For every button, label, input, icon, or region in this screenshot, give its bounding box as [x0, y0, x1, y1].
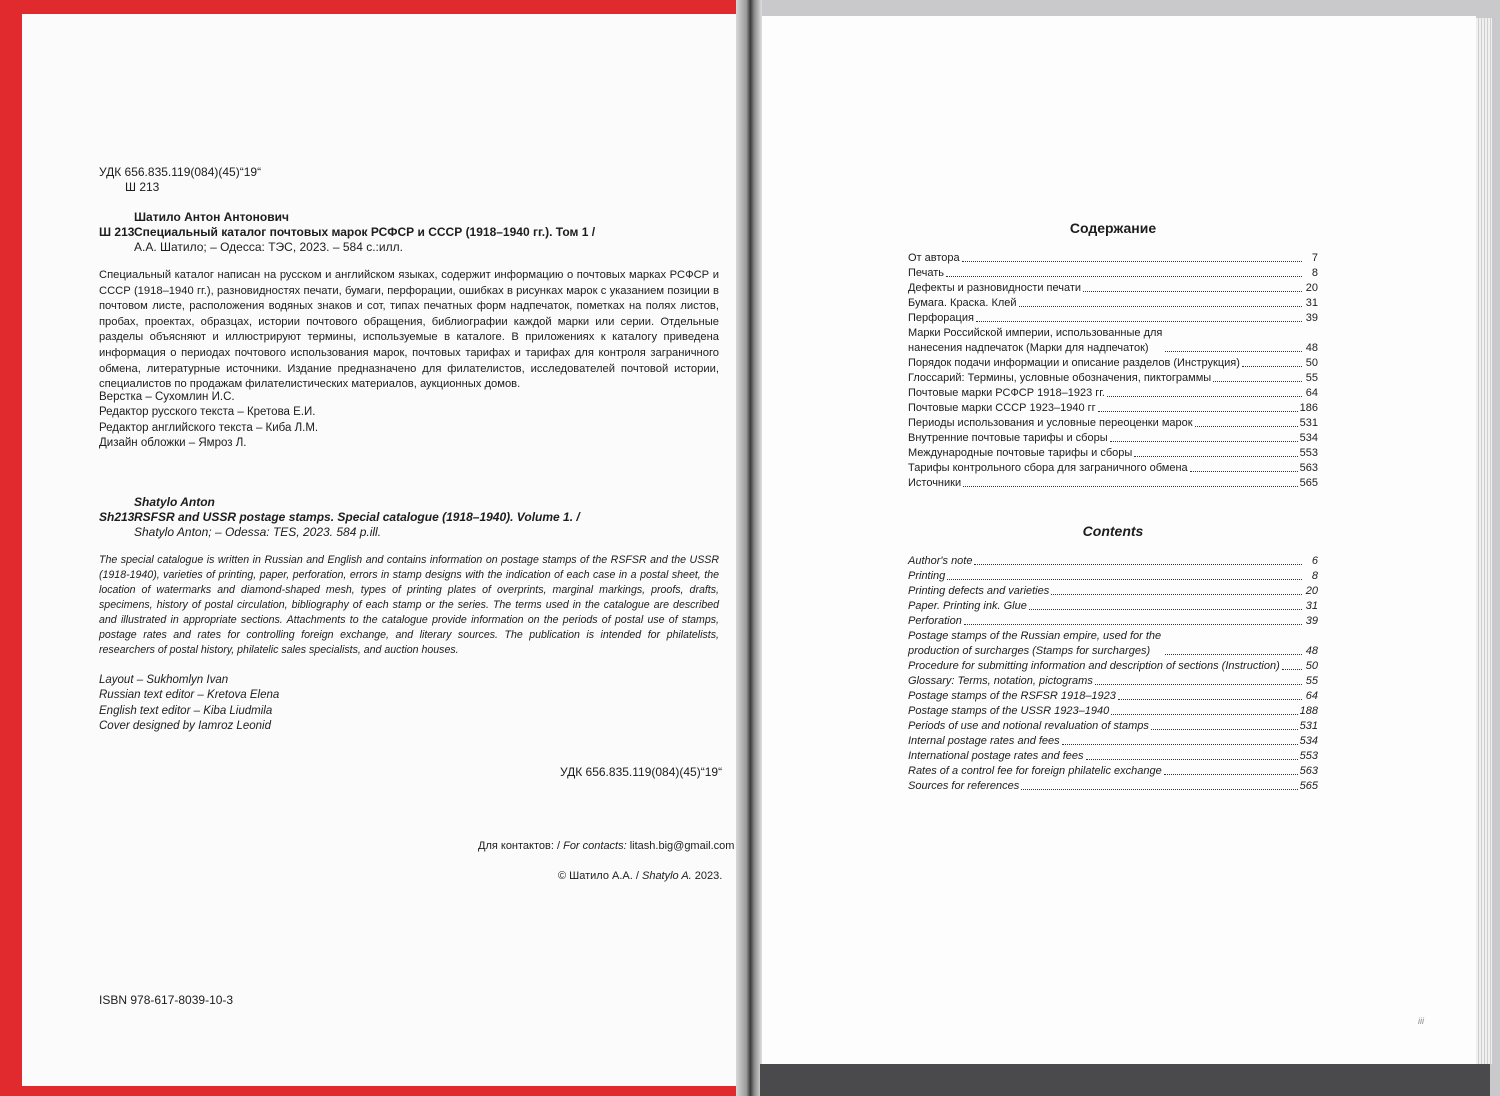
- toc-entry-page: 8: [1311, 570, 1318, 582]
- background-strip: [760, 1064, 1490, 1096]
- author-code-en: Sh213: [99, 510, 135, 524]
- toc-ru-title: Содержание: [1069, 220, 1157, 236]
- author-code-top: Ш 213: [125, 180, 160, 194]
- title-en: RSFSR and USSR postage stamps. Special catalogue (1918–1940). Volume 1. /: [134, 510, 580, 524]
- isbn: ISBN 978-617-8039-10-3: [99, 993, 234, 1007]
- toc-entry[interactable]: [908, 266, 1318, 281]
- toc-entry-page: 20: [1305, 585, 1318, 597]
- toc-leader-dots: [1195, 426, 1298, 427]
- toc-entry-page: 531: [1299, 417, 1318, 429]
- toc-entry[interactable]: [908, 446, 1318, 461]
- credit-line: Cover designed by Iamroz Leonid: [99, 720, 271, 733]
- toc-entry[interactable]: [908, 629, 1318, 659]
- toc-ru: [908, 251, 1318, 491]
- credit-line: English text editor – Kiba Liudmila: [99, 704, 273, 717]
- contacts-label-ru: Для контактов: /: [478, 840, 561, 852]
- toc-entry-title: Postage stamps of the RSFSR 1918–1923: [908, 690, 1116, 702]
- toc-entry-title: Тарифы контрольного сбора для заграничного обмена: [908, 462, 1188, 474]
- toc-leader-dots: [1213, 381, 1302, 382]
- toc-entry-page: 64: [1305, 387, 1318, 399]
- toc-entry-page: 531: [1299, 720, 1318, 732]
- toc-entry-title: Порядок подачи информации и описание разделов (Инструкция): [908, 357, 1240, 369]
- toc-entry-title: Postage stamps of the Russian empire, used for the production of surcharges (Stamps for surcharges): [908, 630, 1162, 657]
- toc-entry-title: Источники: [908, 477, 962, 489]
- title-ru: Специальный каталог почтовых марок РСФСР и СССР (1918–1940 гг.). Том 1 /: [134, 225, 596, 239]
- author-ru: Шатило Антон Антонович: [134, 210, 289, 224]
- toc-entry-title: Glossary: Terms, notation, pictograms: [908, 675, 1093, 687]
- toc-entry[interactable]: [908, 296, 1318, 311]
- toc-entry-title: Перфорация: [908, 312, 974, 324]
- toc-entry-title: Internal postage rates and fees: [908, 735, 1060, 747]
- toc-entry-title: Международные почтовые тарифы и сборы: [908, 447, 1133, 459]
- copyright-en: Shatylo A.: [641, 870, 692, 882]
- toc-entry-page: 48: [1305, 645, 1318, 657]
- toc-entry-page: 39: [1305, 312, 1318, 324]
- toc-entry[interactable]: [908, 371, 1318, 386]
- contacts-line: [478, 840, 734, 852]
- credits-ru: [99, 390, 318, 452]
- abstract-ru: Специальный каталог написан на русском и английском языках, содержит информацию о почтовых марках РСФСР и СССР (1918–1940 гг.), разновидностях печати, бумаги, перфорации, ошибках в рисунках марок с указанием позиции в почтовом листе, расположения водяных знаков и сот, типах печатных форм надпечаток, пометках на полях листов, пробах, проектах, образцах, истории почтового обращения, библиографии каждой марки или серии. Отдельные разделы объясняют и иллюстрируют термины, используемые в каталоге. В приложениях к каталогу приведена информация о периодах почтового использования марок, почтовых тарифах и тарифах для контроля заграничного обмена, литературные источники. Издание предназначено для филателистов, исследователей почтовой истории, специалистов по продажам филателистических материалов, аукционных домов.: [99, 269, 719, 391]
- toc-entry-page: 50: [1305, 357, 1318, 369]
- toc-leader-dots: [1165, 654, 1302, 655]
- toc-entry[interactable]: [908, 311, 1318, 326]
- right-page: [760, 16, 1476, 1064]
- toc-entry-page: 55: [1305, 675, 1318, 687]
- udk-code-bottom: УДК 656.835.119(084)(45)“19“: [560, 765, 723, 779]
- toc-entry-title: Author's note: [908, 555, 973, 567]
- credit-line: Редактор английского текста – Киба Л.М.: [99, 421, 319, 434]
- toc-entry-page: 534: [1299, 432, 1318, 444]
- toc-entry[interactable]: [908, 599, 1318, 614]
- toc-entry-page: 565: [1299, 477, 1318, 489]
- copyright-year: 2023.: [694, 870, 723, 882]
- page-folio: iii: [1418, 1016, 1424, 1026]
- toc-entry[interactable]: [908, 401, 1318, 416]
- toc-entry[interactable]: [908, 281, 1318, 296]
- toc-entry[interactable]: [908, 764, 1318, 779]
- toc-entry-title: Paper. Printing ink. Glue: [908, 600, 1027, 612]
- author-code-ru: Ш 213: [99, 225, 135, 239]
- toc-leader-dots: [1118, 699, 1302, 700]
- udk-code-top: УДК 656.835.119(084)(45)“19“: [99, 165, 262, 179]
- toc-entry[interactable]: [908, 554, 1318, 569]
- toc-entry-page: 553: [1299, 447, 1318, 459]
- toc-entry-page: 186: [1299, 402, 1318, 414]
- toc-leader-dots: [1134, 456, 1297, 457]
- toc-entry-title: Почтовые марки РСФСР 1918–1923 гг.: [908, 387, 1105, 399]
- toc-entry-title: Periods of use and notional revaluation of stamps: [908, 720, 1149, 732]
- toc-entry[interactable]: [908, 476, 1318, 491]
- toc-leader-dots: [946, 276, 1302, 277]
- toc-leader-dots: [947, 579, 1302, 580]
- abstract-en: The special catalogue is written in Russian and English and contains information on postage stamps of the RSFSR and the USSR (1918-1940), varieties of printing, paper, perforation, errors in stamp designs with the indication of each case in a postal sheet, the location of watermarks and diamond-shaped mesh, types of printing plates of overprints, marginal markings, proofs, drafts, specimens, history of postal circulation, bibliography of each stamp or the series. The terms used in the catalogue are described and illustrated in appropriate sections. Attachments to the catalogue provide information on the periods of postal use of stamps, postage rates and rates for controlling foreign exchange, and literary sources. The publication is intended for philatelists, researchers of postal history, philatelic sales specialists, and auction houses.: [99, 554, 719, 656]
- toc-entry[interactable]: [908, 416, 1318, 431]
- toc-entry[interactable]: [908, 386, 1318, 401]
- toc-leader-dots: [1111, 714, 1297, 715]
- toc-leader-dots: [1019, 306, 1302, 307]
- book-gutter: [736, 0, 762, 1096]
- toc-leader-dots: [1190, 471, 1298, 472]
- toc-entry-page: 565: [1299, 780, 1318, 792]
- credit-line: Layout – Sukhomlyn Ivan: [99, 674, 229, 686]
- toc-leader-dots: [974, 564, 1302, 565]
- toc-entry-page: 55: [1305, 372, 1318, 384]
- toc-leader-dots: [1029, 609, 1302, 610]
- author-en: Shatylo Anton: [134, 495, 215, 509]
- toc-en: [908, 554, 1318, 794]
- toc-entry[interactable]: [908, 461, 1318, 476]
- toc-leader-dots: [1151, 729, 1298, 730]
- toc-entry-title: Procedure for submitting information and description of sections (Instruction): [908, 660, 1280, 672]
- toc-leader-dots: [1083, 291, 1302, 292]
- toc-entry-page: 31: [1305, 297, 1318, 309]
- toc-entry[interactable]: [908, 659, 1318, 674]
- toc-entry[interactable]: [908, 689, 1318, 704]
- toc-entry[interactable]: [908, 704, 1318, 719]
- imprint-ru: А.А. Шатило; – Одесса: ТЭС, 2023. – 584 с.:илл.: [134, 240, 403, 254]
- toc-leader-dots: [1051, 594, 1302, 595]
- toc-entry-page: 553: [1299, 750, 1318, 762]
- toc-leader-dots: [964, 624, 1302, 625]
- toc-entry-title: Бумага. Краска. Клей: [908, 297, 1017, 309]
- toc-leader-dots: [1021, 789, 1297, 790]
- toc-leader-dots: [962, 261, 1302, 262]
- toc-entry[interactable]: [908, 779, 1318, 794]
- toc-entry-page: 534: [1299, 735, 1318, 747]
- credit-line: Редактор русского текста – Кретова Е.И.: [99, 406, 316, 419]
- toc-leader-dots: [1164, 774, 1298, 775]
- toc-entry[interactable]: [908, 569, 1318, 584]
- copyright-ru: © Шатило А.А. /: [558, 870, 639, 882]
- toc-en-title: Contents: [1082, 523, 1144, 539]
- toc-entry[interactable]: [908, 251, 1318, 266]
- toc-entry-title: Периоды использования и условные переоценки марок: [908, 417, 1193, 429]
- toc-entry[interactable]: [908, 749, 1318, 764]
- toc-entry[interactable]: [908, 584, 1318, 599]
- copyright-line: [558, 870, 722, 882]
- toc-entry[interactable]: [908, 614, 1318, 629]
- toc-leader-dots: [963, 486, 1298, 487]
- toc-entry-page: 31: [1305, 600, 1318, 612]
- toc-entry-title: Дефекты и разновидности печати: [908, 282, 1082, 294]
- toc-leader-dots: [1110, 441, 1298, 442]
- toc-leader-dots: [1165, 351, 1302, 352]
- credit-line: Верстка – Сухомлин И.С.: [99, 391, 235, 403]
- toc-entry-page: 39: [1305, 615, 1318, 627]
- toc-leader-dots: [1242, 366, 1302, 367]
- toc-entry-title: Внутренние почтовые тарифы и сборы: [908, 432, 1108, 444]
- imprint-en: Shatylo Anton; – Odessa: TES, 2023. 584 p.ill.: [134, 525, 382, 539]
- credit-line: Дизайн обложки – Ямроз Л.: [99, 437, 247, 450]
- toc-entry[interactable]: [908, 326, 1318, 356]
- toc-entry-page: 6: [1311, 555, 1318, 567]
- toc-entry[interactable]: [908, 719, 1318, 734]
- toc-entry-page: 8: [1311, 267, 1318, 279]
- toc-entry-title: Perforation: [908, 615, 962, 627]
- toc-entry-title: Printing defects and varieties: [908, 585, 1050, 597]
- toc-leader-dots: [1062, 744, 1298, 745]
- toc-entry-title: Sources for references: [908, 780, 1020, 792]
- toc-leader-dots: [1107, 396, 1302, 397]
- toc-entry-title: Postage stamps of the USSR 1923–1940: [908, 705, 1110, 717]
- toc-leader-dots: [976, 321, 1302, 322]
- toc-entry-page: 48: [1305, 342, 1318, 354]
- toc-entry-page: 7: [1311, 252, 1318, 264]
- toc-entry-title: Марки Российской империи, использованные для нанесения надпечаток (Марки для надпечаток): [908, 327, 1163, 354]
- toc-entry-title: Printing: [908, 570, 946, 582]
- toc-entry-page: 563: [1299, 765, 1318, 777]
- toc-entry-page: 64: [1305, 690, 1318, 702]
- toc-entry-title: Почтовые марки СССР 1923–1940 гг: [908, 402, 1096, 414]
- toc-entry-page: 50: [1305, 660, 1318, 672]
- contacts-label-en: For contacts:: [563, 840, 627, 852]
- toc-leader-dots: [1095, 684, 1302, 685]
- toc-entry-title: Глоссарий: Термины, условные обозначения, пиктограммы: [908, 372, 1212, 384]
- page-edges: [1476, 18, 1492, 1064]
- toc-entry[interactable]: [908, 356, 1318, 371]
- toc-entry-page: 188: [1299, 705, 1318, 717]
- toc-entry[interactable]: [908, 674, 1318, 689]
- toc-entry[interactable]: [908, 431, 1318, 446]
- toc-entry-title: Rates of a control fee for foreign philatelic exchange: [908, 765, 1162, 777]
- toc-entry-page: 563: [1299, 462, 1318, 474]
- credit-line: Russian text editor – Kretova Elena: [99, 689, 280, 702]
- toc-entry-title: От автора: [908, 252, 960, 264]
- toc-entry-title: Печать: [908, 267, 945, 279]
- toc-entry-title: International postage rates and fees: [908, 750, 1084, 762]
- toc-leader-dots: [1098, 411, 1298, 412]
- toc-entry-page: 20: [1305, 282, 1318, 294]
- contacts-email: litash.big@gmail.com: [629, 840, 735, 852]
- toc-leader-dots: [1086, 759, 1298, 760]
- toc-leader-dots: [1282, 669, 1302, 670]
- credits-en: [99, 673, 279, 735]
- toc-entry[interactable]: [908, 734, 1318, 749]
